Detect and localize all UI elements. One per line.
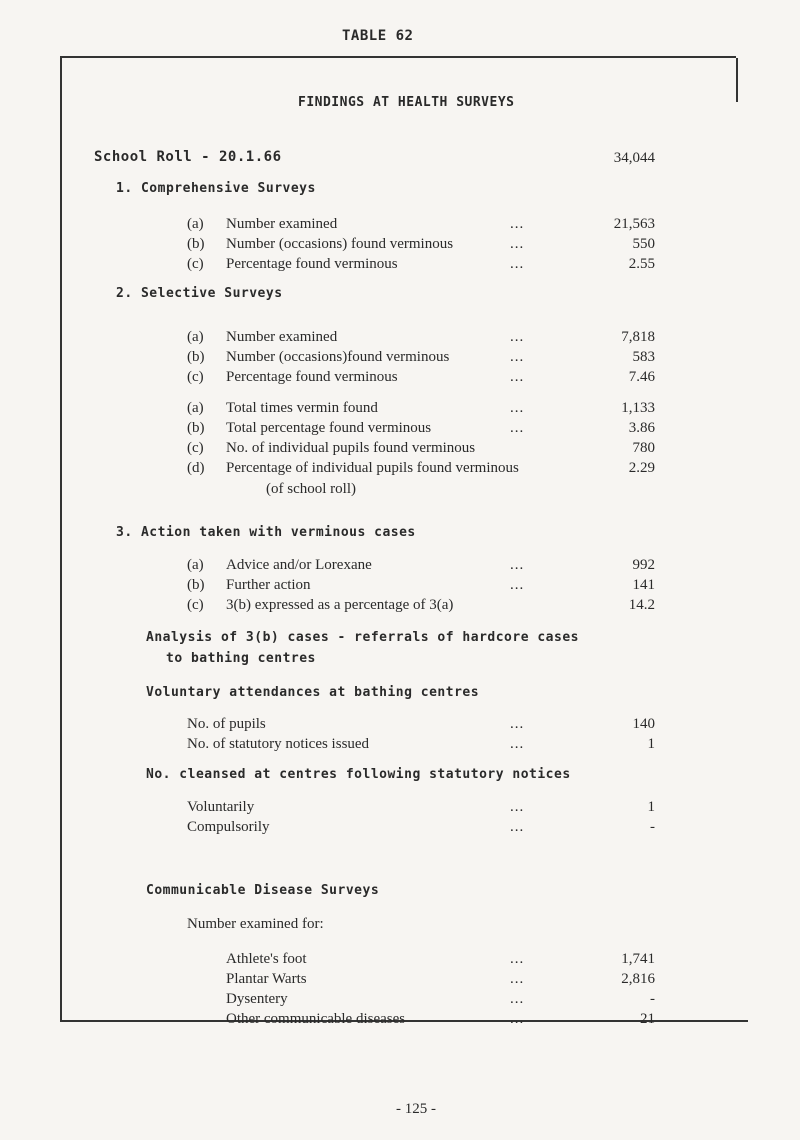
table-title: TABLE 62 (342, 28, 414, 44)
table-frame-right (736, 58, 738, 102)
analysis-heading: Analysis of 3(b) cases - referrals of hardcore cases (146, 630, 579, 645)
communicable-intro: Number examined for: (187, 916, 324, 932)
table-frame-top (60, 56, 736, 58)
school-roll-label: School Roll - 20.1.66 (94, 149, 282, 165)
section-3-title: 3. Action taken with verminous cases (116, 525, 416, 540)
section-2-title: 2. Selective Surveys (116, 286, 283, 301)
school-roll-value: 34,044 (613, 150, 655, 166)
page-number: - 125 - (396, 1101, 436, 1117)
table-frame-left (60, 56, 62, 1020)
cleansed-heading: No. cleansed at centres following statutory notices (146, 767, 571, 782)
analysis-heading-cont: to bathing centres (166, 651, 316, 666)
school-roll-note: (of school roll) (266, 481, 356, 497)
page-heading: FINDINGS AT HEALTH SURVEYS (298, 95, 515, 110)
voluntary-heading: Voluntary attendances at bathing centres (146, 685, 480, 700)
communicable-heading: Communicable Disease Surveys (146, 883, 380, 898)
section-1-title: 1. Comprehensive Surveys (116, 181, 316, 196)
